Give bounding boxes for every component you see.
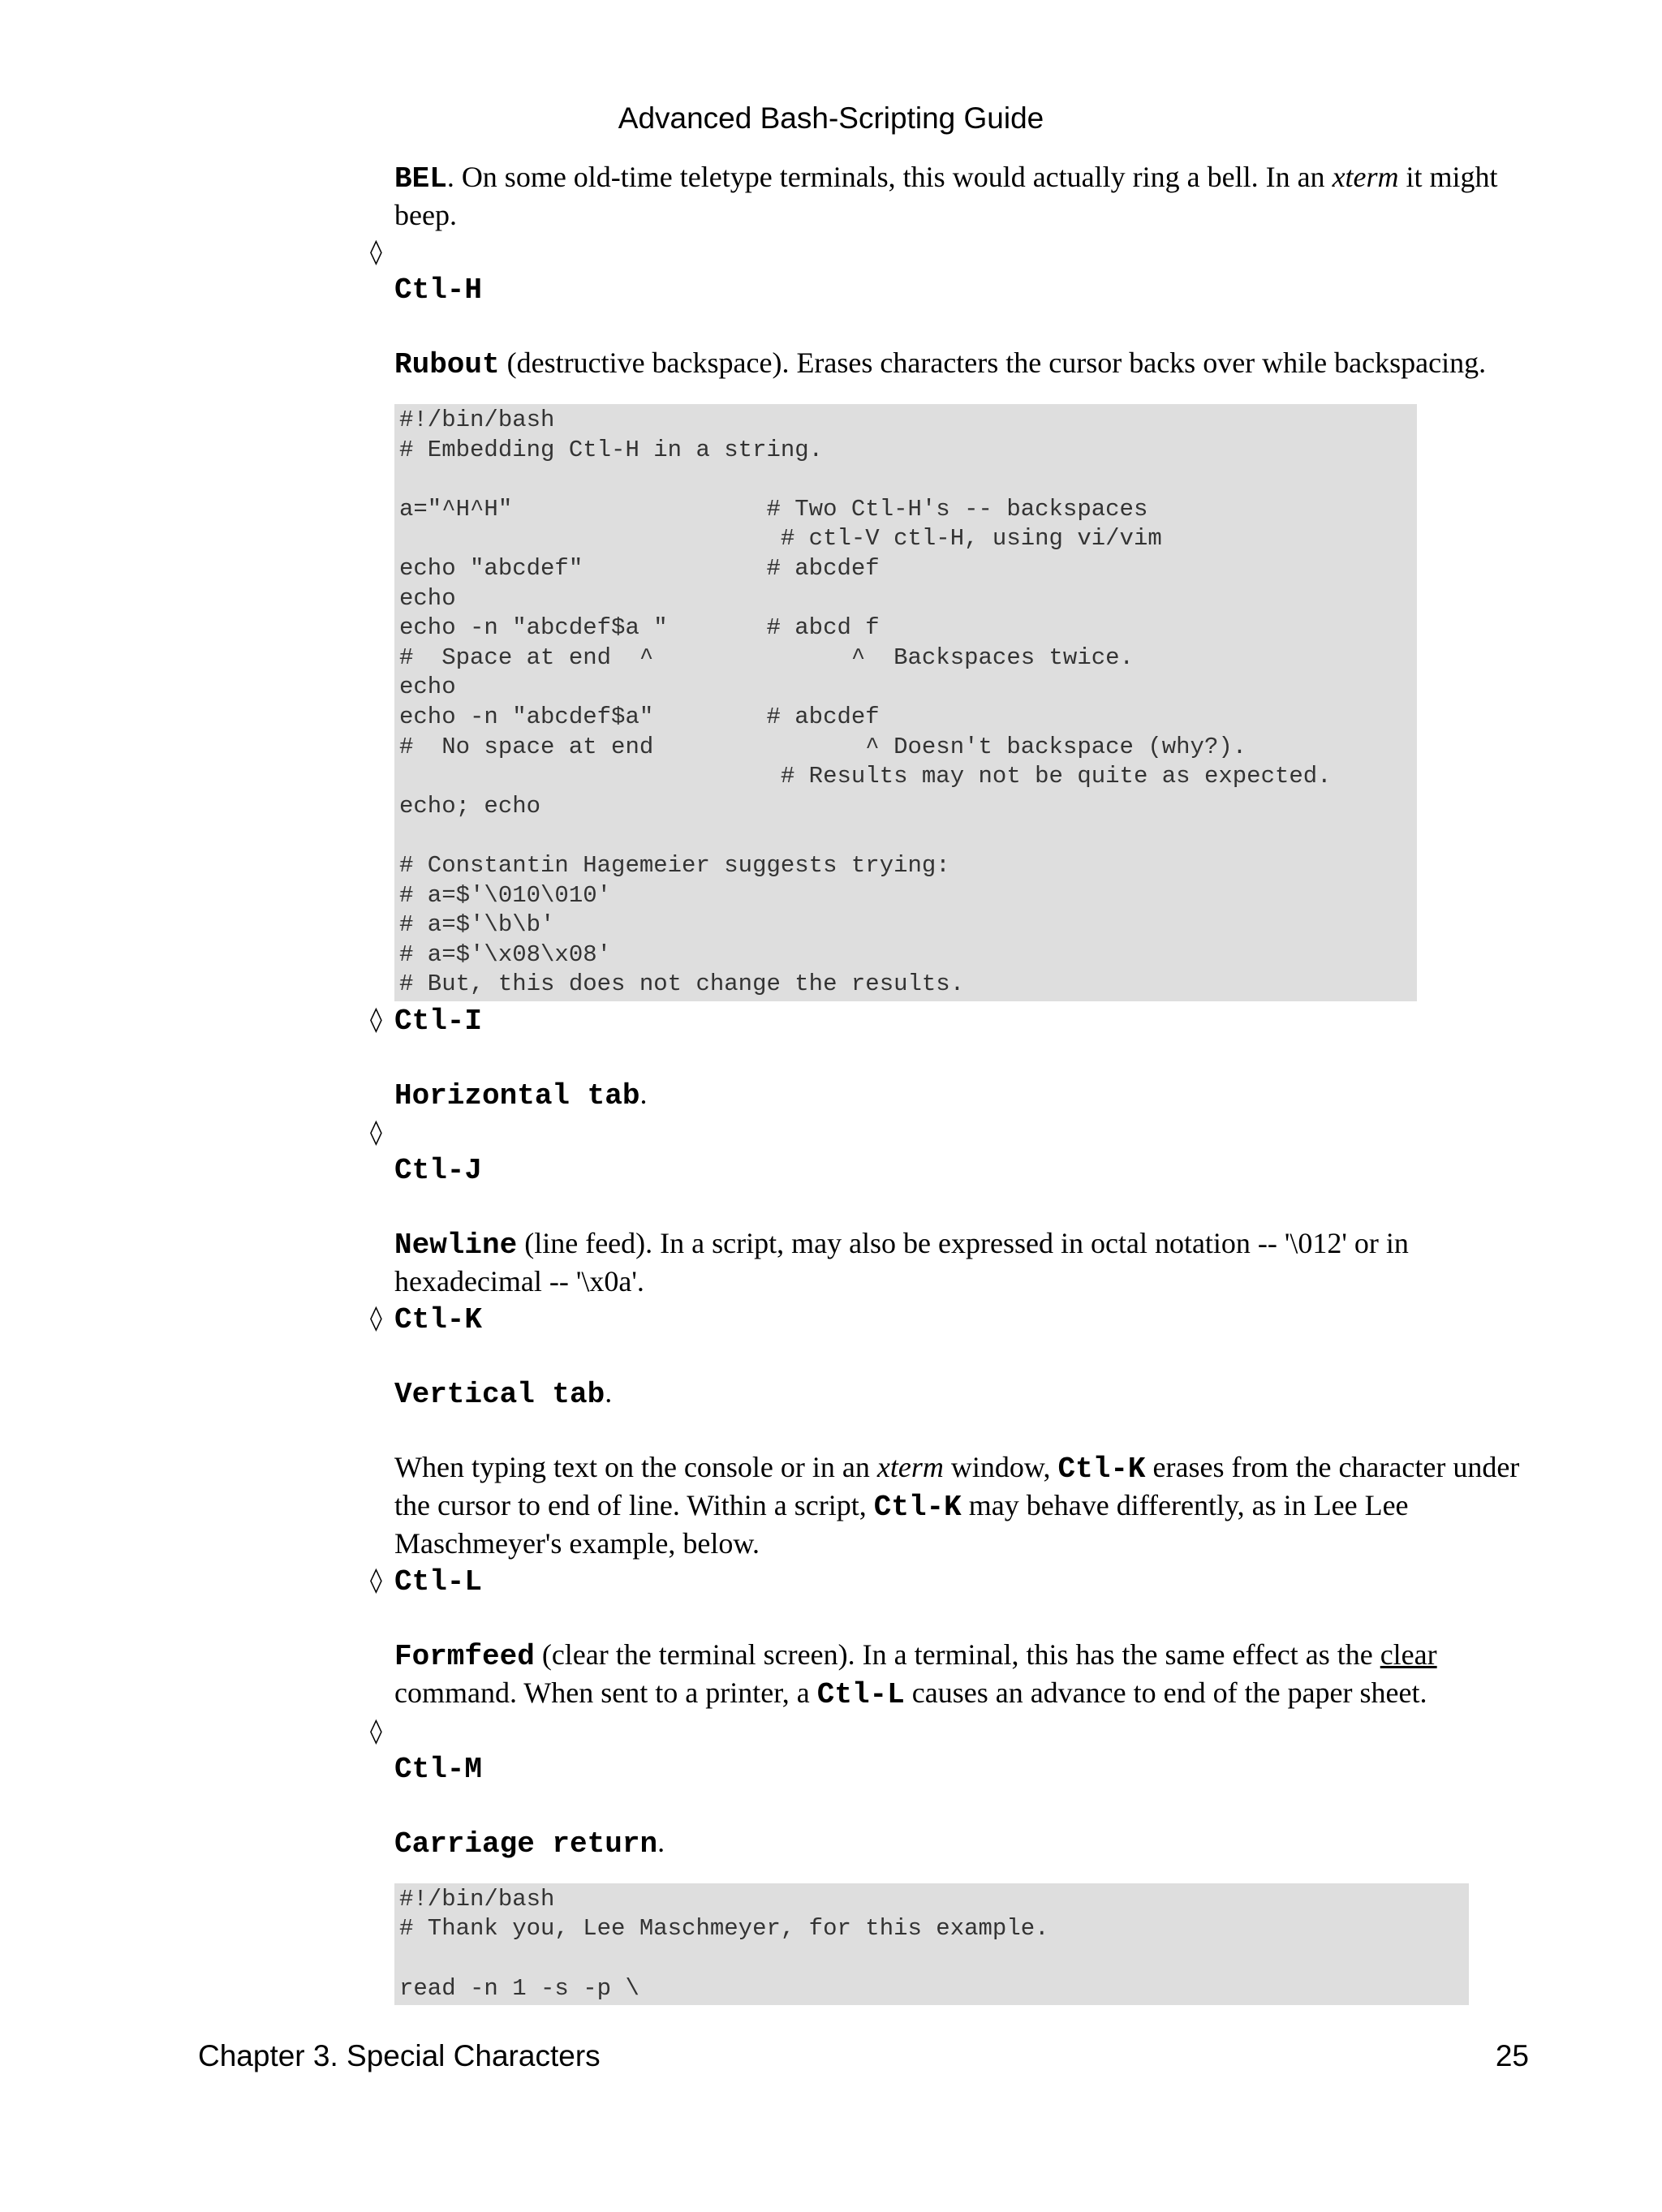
bullet-diamond-icon: ◊ (370, 1005, 382, 1034)
code-line: # Constantin Hagemeier suggests trying: (399, 851, 950, 879)
bullet-diamond-icon: ◊ (370, 238, 382, 266)
code-line: echo -n "abcdef$a " # abcd f (399, 614, 880, 642)
code-line: # Space at end ^ ^ Backspaces twice. (399, 643, 1134, 671)
ctl-j-description (394, 1225, 1547, 1300)
code-line: # But, this does not change the results. (399, 970, 965, 998)
code-line: # No space at end ^ Doesn't backspace (why?). (399, 733, 1247, 760)
ctl-k-note-italic: xterm (876, 1450, 944, 1483)
ctl-j-heading (394, 1151, 1547, 1189)
code-line: #!/bin/bash (399, 407, 555, 433)
ctl-k-text: . (605, 1375, 613, 1409)
ctl-j-term: Newline (394, 1228, 518, 1262)
code-line: # Embedding Ctl-H in a string. (399, 436, 824, 463)
code-line: echo -n "abcdef$a" # abcdef (399, 703, 880, 730)
code-line (399, 1944, 1464, 1974)
ctl-l-heading (370, 1562, 1547, 1600)
ctl-k-term: Vertical tab (394, 1377, 605, 1411)
code-line: # ctl-V ctl-H, using vi/vim (399, 525, 1162, 553)
ctl-h-bullet-row (370, 234, 1547, 270)
ctl-k-note-text: may behave differently, as in Lee Lee Maschmeyer's example, below. (394, 1488, 1409, 1560)
ctl-h-description (394, 345, 1547, 383)
code-line: # a=$'\x08\x08' (399, 940, 612, 968)
ctl-j-bullet-row (370, 1114, 1547, 1151)
code-line: echo "abcdef" # abcdef (399, 554, 880, 582)
ctl-l-text: causes an advance to end of the paper sheet. (904, 1676, 1427, 1709)
ctl-i-text: . (639, 1077, 648, 1110)
code-line: read -n 1 -s -p \ (399, 1974, 639, 2002)
bel-paragraph (394, 159, 1547, 234)
ctl-l-description (394, 1637, 1547, 1713)
bel-text-2: it might beep. (394, 161, 1498, 231)
ctl-l-text: (clear the terminal screen). In a terminal, this has the same effect as the (534, 1637, 1380, 1671)
ctl-k-note-text: window, (943, 1450, 1058, 1483)
ctl-m-label: Ctl-M (394, 1752, 483, 1786)
ctl-h-heading (394, 270, 1547, 308)
page-header: Advanced Bash-Scripting Guide (618, 101, 1044, 135)
ctl-h-text: (destructive backspace). Erases characters the cursor backs over while backspacing. (499, 346, 1487, 379)
ctl-j-text: (line feed). In a script, may also be expressed in octal notation -- '\012' or in hexadecimal -- '\x0a'. (394, 1226, 1409, 1298)
bullet-diamond-icon: ◊ (370, 1565, 382, 1594)
code-line (399, 821, 1412, 851)
bullet-diamond-icon: ◊ (370, 1716, 382, 1745)
bullet-diamond-icon: ◊ (370, 1303, 382, 1332)
code-line (399, 465, 1412, 495)
ctl-l-label: Ctl-L (394, 1564, 483, 1599)
ctl-k-note-text: When typing text on the console or in an (394, 1450, 877, 1483)
clear-link[interactable]: clear (1380, 1637, 1437, 1671)
ctl-j-label: Ctl-J (394, 1153, 483, 1187)
code-line: echo (399, 584, 456, 612)
bel-term: BEL (394, 162, 447, 196)
ctl-k-note-text: erases from the character under the cursor to end of line. Within a script, (394, 1450, 1520, 1521)
ctl-m-bullet-row (370, 1713, 1547, 1749)
ctl-k-label: Ctl-K (394, 1302, 483, 1336)
ctl-i-label: Ctl-I (394, 1004, 483, 1038)
ctl-i-term: Horizontal tab (394, 1078, 640, 1112)
ctl-m-heading (394, 1749, 1547, 1788)
ctl-l-term: Formfeed (394, 1639, 535, 1673)
ctl-h-label: Ctl-H (394, 273, 483, 307)
code-line: a="^H^H" # Two Ctl-H's -- backspaces (399, 495, 1148, 523)
bel-italic: xterm (1332, 161, 1399, 193)
ctl-k-note-code: Ctl-K (873, 1490, 962, 1524)
page-content (370, 159, 1547, 2005)
code-line: # a=$'\010\010' (399, 881, 612, 909)
code-block-ctl-m (394, 1883, 1469, 2005)
ctl-k-note-code: Ctl-K (1057, 1452, 1146, 1486)
ctl-k-description (394, 1375, 1547, 1413)
ctl-i-heading (370, 1001, 1547, 1039)
bel-text-1: . On some old-time teletype terminals, this would actually ring a bell. In an (446, 161, 1333, 193)
ctl-h-term: Rubout (394, 348, 500, 381)
ctl-l-code: Ctl-L (816, 1677, 905, 1711)
code-line: echo; echo (399, 792, 541, 820)
ctl-m-text: . (657, 1825, 665, 1858)
bullet-diamond-icon: ◊ (370, 1117, 382, 1147)
code-line: #!/bin/bash (399, 1885, 555, 1913)
footer-page-number: 25 (1495, 2039, 1529, 2072)
footer-chapter: Chapter 3. Special Characters (198, 2039, 601, 2072)
ctl-k-note (394, 1449, 1547, 1562)
code-line: echo (399, 673, 456, 701)
code-line: # Thank you, Lee Maschmeyer, for this example. (399, 1915, 1049, 1943)
code-block-ctl-h (394, 404, 1417, 1001)
code-line: # a=$'\b\b' (399, 911, 555, 939)
ctl-k-heading (370, 1300, 1547, 1338)
ctl-l-text: command. When sent to a printer, a (394, 1676, 817, 1709)
ctl-i-description (394, 1076, 1547, 1114)
code-line: # Results may not be quite as expected. (399, 763, 1332, 790)
ctl-m-term: Carriage return (394, 1827, 658, 1861)
page-footer (198, 2037, 1529, 2076)
ctl-m-description (394, 1824, 1547, 1862)
